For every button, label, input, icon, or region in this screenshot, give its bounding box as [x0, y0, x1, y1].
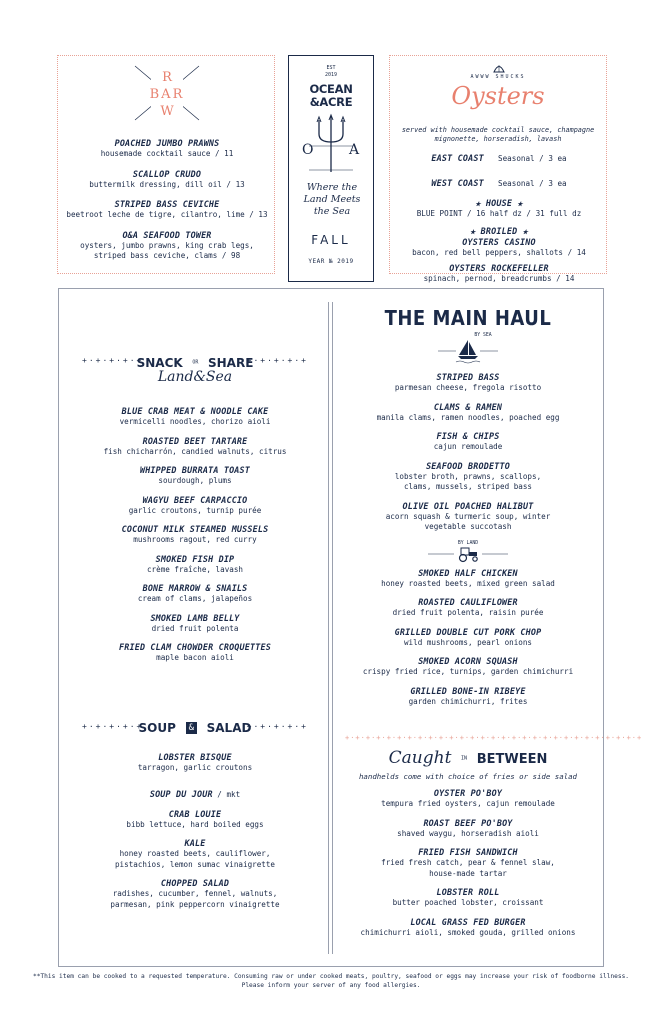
- divider-dots: +·+·+·+·+: [82, 722, 144, 731]
- menu-item: [350, 788, 586, 810]
- menu-item: [350, 917, 586, 939]
- menu-item: [394, 198, 604, 220]
- item-desc: garden chimichurri, frites: [408, 696, 528, 706]
- menu-item: [100, 406, 290, 428]
- caught-subtitle: handhelds come with choice of fries or side salad: [358, 772, 578, 781]
- item-name: O&A SEAFOOD TOWER: [122, 229, 212, 240]
- soup-section: [82, 716, 308, 910]
- center-divider: [328, 302, 333, 954]
- item-name: SCALLOP CRUDO: [132, 168, 202, 179]
- oyster-shell-icon: [493, 63, 505, 73]
- item-name: OYSTERS CASINO: [462, 236, 536, 247]
- item-name: SMOKED FISH DIP: [155, 553, 235, 564]
- brand-est: EST: [326, 65, 336, 71]
- footer-line-2: Please inform your server of any food allergies.: [241, 982, 421, 989]
- item-name: OYSTER PO'BOY: [433, 788, 503, 798]
- soup-title-left: SOUP: [138, 721, 176, 735]
- item-desc: tarragon, garlic croutons: [137, 763, 253, 772]
- oysters-subtitle: served with housemade cocktail sauce, champagne mignonette, horseradish, lavash: [401, 126, 595, 143]
- item-desc: fried fresh catch, pear & fennel slaw, house-made tartar: [381, 858, 555, 878]
- caught-title-right: BETWEEN: [476, 752, 548, 767]
- item-desc: buttermilk dressing, dill oil / 13: [89, 179, 245, 189]
- item-desc: butter poached lobster, croissant: [392, 898, 544, 907]
- item-name: OLIVE OIL POACHED HALIBUT: [402, 500, 534, 511]
- item-name: KALE: [184, 838, 206, 848]
- oysters-header-small: AWWW SHUCKS: [470, 74, 526, 80]
- section-divider: +·+·+·+·+·+·+·+·+·+·+·+·+·+·+·+·+·+·+·+·+·+·+·+·+·+·+·+·+: [345, 734, 643, 742]
- menu-item: [100, 752, 290, 774]
- menu-item: [394, 146, 604, 165]
- raw-bar-logo-bar: BAR: [149, 87, 185, 102]
- snack-section: [82, 352, 308, 664]
- brand-tagline: Where the Land Meets the Sea: [303, 182, 361, 217]
- menu-item: [100, 465, 290, 487]
- monogram-o: O: [302, 142, 314, 158]
- brand-season: FALL: [311, 233, 351, 247]
- item-name: LOCAL GRASS FED BURGER: [410, 916, 526, 927]
- menu-item: [350, 686, 586, 708]
- item-desc: beetroot leche de tigre, cilantro, lime / 13: [66, 210, 268, 219]
- item-name: CRAB LOUIE: [168, 808, 222, 819]
- item-desc: cream of clams, jalapeños: [137, 594, 253, 603]
- footer-disclaimer: [20, 972, 642, 990]
- sailboat-icon: [438, 338, 498, 364]
- menu-item: [100, 642, 290, 664]
- menu-item: [350, 627, 586, 649]
- menu-item: [394, 171, 604, 190]
- menu-item: [62, 199, 272, 221]
- menu-item: [100, 782, 290, 801]
- snack-subtitle: Land&Sea: [157, 369, 233, 385]
- item-desc: honey roasted beets, cauliflower, pistachios, lemon sumac vinaigrette: [114, 849, 275, 869]
- item-desc: lobster broth, prawns, scallops, clams, mussels, striped bass: [394, 471, 542, 491]
- menu-item: [350, 372, 586, 394]
- divider-dots: +·+·+·+·+: [246, 356, 308, 365]
- menu-item: [350, 597, 586, 619]
- menu-item: [350, 461, 586, 493]
- item-desc: BLUE POINT / 16 half dz / 31 full dz: [416, 209, 582, 218]
- monogram-a: A: [349, 142, 360, 158]
- item-desc: manila clams, ramen noodles, poached egg: [376, 412, 560, 422]
- item-desc: radishes, cucumber, fennel, walnuts, parmesan, pink peppercorn vinaigrette: [110, 889, 280, 909]
- item-desc: bibb lettuce, hard boiled eggs: [126, 819, 264, 829]
- item-name: FRIED CLAM CHOWDER CROQUETTES: [118, 642, 272, 652]
- menu-item: [350, 887, 586, 909]
- item-desc: tempura fried oysters, cajun remoulade: [381, 799, 555, 808]
- item-name: LOBSTER BISQUE: [158, 752, 232, 762]
- item-name: POACHED JUMBO PRAWNS: [114, 138, 220, 148]
- item-desc: acorn squash & turmeric soup, winter vegetable succotash: [385, 511, 551, 531]
- item-name: ★ HOUSE ★: [475, 198, 523, 208]
- item-desc: garlic croutons, turnip purée: [128, 505, 262, 515]
- menu-item: [100, 878, 290, 910]
- item-name: EAST COAST: [431, 153, 484, 163]
- item-name: SOUP DU JOUR: [149, 788, 213, 799]
- menu-item: [394, 226, 604, 259]
- item-name: STRIPED BASS: [436, 372, 500, 382]
- item-desc: fish chicharrón, candied walnuts, citrus: [103, 446, 287, 456]
- menu-item: [100, 613, 290, 635]
- tractor-icon: [428, 546, 508, 562]
- menu-item: [350, 818, 586, 840]
- raw-bar-panel: [57, 55, 275, 274]
- item-price: / mkt: [212, 789, 241, 799]
- menu-item: [350, 847, 586, 879]
- item-name: GRILLED DOUBLE CUT PORK CHOP: [394, 626, 542, 637]
- item-name: STRIPED BASS CEVICHE: [114, 199, 220, 209]
- oysters-panel: [389, 55, 607, 283]
- by-sea-label: BY SEA: [474, 333, 492, 338]
- menu-item: [100, 838, 290, 870]
- menu-item: [62, 138, 272, 160]
- soup-title-right: SALAD: [206, 721, 252, 735]
- item-desc: vermicelli noodles, chorizo aioli: [119, 417, 271, 426]
- item-desc: wild mushrooms, pearl onions: [403, 637, 532, 647]
- caught-title-in: IN: [461, 755, 468, 762]
- item-desc: maple bacon aioli: [156, 653, 234, 662]
- menu-item: [350, 568, 586, 590]
- item-desc: Seasonal / 3 ea: [498, 179, 567, 188]
- item-desc: oysters, jumbo prawns, king crab legs, striped bass ceviche, clams / 98: [80, 240, 254, 260]
- item-desc: crème fraîche, lavash: [146, 564, 243, 574]
- menu-item: [62, 230, 272, 262]
- item-name: LOBSTER ROLL: [436, 887, 500, 897]
- footer-line-1: **This item can be cooked to a requested temperature. Consuming raw or under cooked meats, poultry, seafood or eggs may increase your risk of foodborne illness.: [32, 973, 630, 980]
- snack-title-mid: OR: [192, 359, 199, 366]
- item-desc: mushrooms ragout, red curry: [133, 535, 257, 544]
- item-name: WAGYU BEEF CARPACCIO: [142, 494, 248, 505]
- item-name: ROASTED CAULIFLOWER: [418, 597, 518, 607]
- item-name: OYSTERS ROCKEFELLER: [449, 263, 549, 273]
- raw-bar-logo-r: R: [162, 70, 172, 85]
- menu-item: [100, 554, 290, 576]
- divider-dots: +·+·+·+·+: [82, 356, 144, 365]
- item-desc: housemade cocktail sauce / 11: [100, 149, 234, 158]
- item-name: SMOKED LAMB BELLY: [150, 612, 240, 623]
- item-name: BLUE CRAB MEAT & NOODLE CAKE: [121, 406, 269, 416]
- item-name: BONE MARROW & SNAILS: [142, 583, 248, 593]
- item-desc: cajun remoulade: [433, 442, 503, 451]
- menu-item: [350, 402, 586, 424]
- brand-name-line1: OCEAN: [309, 82, 353, 96]
- oysters-title: Oysters: [451, 82, 545, 110]
- item-desc: bacon, red bell peppers, shallots / 14: [412, 247, 586, 257]
- item-name: ★ BROILED ★: [470, 225, 528, 236]
- brand-name-line2: &ACRE: [309, 95, 353, 109]
- main-haul-section: [350, 308, 586, 707]
- item-name: CLAMS & RAMEN: [433, 401, 503, 412]
- snack-title-left: SNACK: [136, 356, 183, 370]
- menu-item: [100, 583, 290, 605]
- item-desc: dried fruit polenta, raisin purée: [392, 608, 544, 617]
- item-desc: spinach, pernod, breadcrumbs / 14: [423, 274, 575, 283]
- item-name: COCONUT MILK STEAMED MUSSELS: [121, 524, 269, 534]
- item-name: WEST COAST: [431, 178, 484, 188]
- item-name: ROASTED BEET TARTARE: [142, 435, 248, 446]
- raw-bar-logo-w: W: [160, 104, 174, 119]
- brand-est-year: 2019: [324, 72, 338, 78]
- menu-item: [350, 431, 586, 453]
- item-desc: parmesan cheese, fregola risotto: [394, 383, 542, 392]
- caught-title-script: Caught: [388, 748, 452, 768]
- item-desc: sourdough, plums: [158, 476, 232, 485]
- item-name: GRILLED BONE-IN RIBEYE: [410, 685, 526, 696]
- item-desc: dried fruit polenta: [151, 623, 239, 633]
- item-name: CHOPPED SALAD: [160, 878, 230, 888]
- item-desc: crispy fried rice, turnips, garden chimichurri: [362, 667, 574, 676]
- by-land-label: BY LAND: [457, 540, 479, 546]
- menu-item: [100, 524, 290, 546]
- item-desc: Seasonal / 3 ea: [498, 154, 567, 163]
- item-name: FRIED FISH SANDWICH: [418, 847, 518, 857]
- item-desc: shaved waygu, horseradish aioli: [397, 828, 539, 838]
- snack-title-right: SHARE: [207, 356, 254, 370]
- menu-item: [62, 169, 272, 191]
- item-name: WHIPPED BURRATA TOAST: [139, 465, 251, 475]
- soup-title-mid: &: [188, 722, 194, 733]
- divider-dots: +·+·+·+·+: [246, 722, 308, 731]
- item-name: SMOKED HALF CHICKEN: [418, 567, 518, 578]
- main-haul-title: THE MAIN HAUL: [384, 306, 552, 331]
- item-desc: honey roasted beets, mixed green salad: [381, 578, 555, 588]
- menu-item: [100, 809, 290, 831]
- item-name: FISH & CHIPS: [436, 431, 500, 441]
- soup-flag-icon: [186, 722, 197, 734]
- menu-item: [100, 436, 290, 458]
- item-name: ROAST BEEF PO'BOY: [423, 817, 513, 828]
- item-name: SEAFOOD BRODETTO: [426, 460, 510, 471]
- menu-item: [100, 495, 290, 517]
- menu-item: [394, 263, 604, 285]
- menu-item: [350, 501, 586, 533]
- item-desc: chimichurri aioli, smoked gouda, grilled onions: [360, 927, 576, 937]
- brand-panel: [288, 55, 374, 282]
- brand-year-label: YEAR № 2019: [308, 258, 354, 265]
- caught-section: [350, 748, 586, 938]
- item-name: SMOKED ACORN SQUASH: [418, 656, 518, 666]
- menu-item: [350, 656, 586, 678]
